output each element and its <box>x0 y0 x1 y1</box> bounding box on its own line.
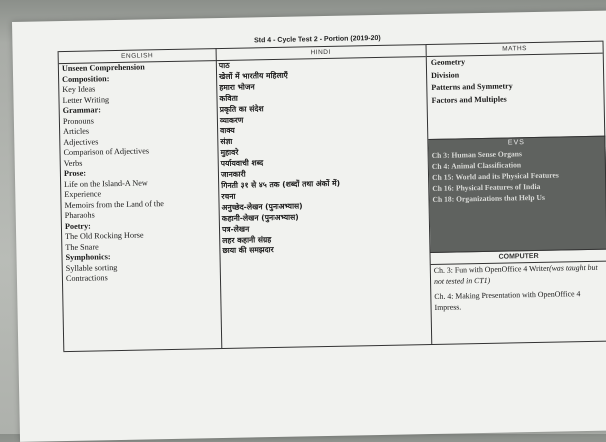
evs-item: Ch 15: World and its Physical Features <box>431 170 559 182</box>
hindi-item: गिनती ३१ से ४५ तक (शब्दों तथा अंकों में) <box>221 178 341 190</box>
hindi-item: व्याकरण <box>219 115 244 125</box>
evs-item: Ch 18: Organizations that Help Us <box>432 192 545 204</box>
portion-table <box>58 41 606 351</box>
maths-header: MATHS <box>426 41 602 57</box>
english-item: Experience <box>64 189 102 200</box>
english-item: Contractions <box>65 273 108 284</box>
english-item: Grammar: <box>62 105 101 116</box>
english-item: Comparison of Adjectives <box>63 146 150 158</box>
english-column <box>58 48 223 351</box>
hindi-item: कहानी-लेखन (पुनःअभ्यास) <box>221 212 299 223</box>
english-item: The Old Rocking Horse <box>65 230 144 242</box>
english-item: Key Ideas <box>62 84 96 95</box>
hindi-column <box>216 44 433 348</box>
hindi-item: अनुच्छेद-लेखन (पुनःअभ्यास) <box>221 201 303 212</box>
english-item: Unseen Comprehension <box>61 62 145 74</box>
english-item: Symphonics: <box>65 252 111 263</box>
maths-item: Factors and Multiples <box>431 94 507 105</box>
english-item: Prose: <box>63 168 87 179</box>
evs-list <box>429 147 606 205</box>
english-item: Composition: <box>62 73 110 84</box>
computer-section <box>430 249 606 345</box>
hindi-item: जानकारी <box>220 169 246 180</box>
english-item: Adjectives <box>63 136 99 147</box>
english-item: Pronouns <box>62 115 94 126</box>
hindi-item: लहर कहानी संग्रह <box>222 234 272 245</box>
hindi-list <box>216 57 430 257</box>
worksheet-paper <box>12 10 606 441</box>
computer-item-1 <box>431 262 606 287</box>
hindi-item: मुहावरे <box>220 147 239 158</box>
english-item: Articles <box>63 126 90 137</box>
evs-item: Ch 4: Animal Classification <box>431 160 522 171</box>
computer-header: COMPUTER <box>431 250 606 265</box>
hindi-header: HINDI <box>216 44 426 61</box>
english-header: ENGLISH <box>59 48 216 64</box>
hindi-item: पाठ <box>218 60 230 71</box>
hindi-item: छाया की समझदार <box>222 245 274 256</box>
english-item: Life on the Island-A New <box>64 177 148 189</box>
hindi-item: कविता <box>219 93 238 103</box>
english-item: Syllable sorting <box>65 262 118 273</box>
evs-header: EVS <box>507 139 525 147</box>
document-title: Std 4 - Cycle Test 2 - Portion (2019-20) <box>253 34 381 45</box>
hindi-item: हमारा भोजन <box>219 82 255 92</box>
maths-item: Geometry <box>430 57 466 67</box>
english-item: Poetry: <box>64 221 91 231</box>
english-list <box>59 61 220 284</box>
computer-item-1-text: Ch. 3: Fun with OpenOffice 4 Writer <box>433 263 550 275</box>
maths-item: Patterns and Symmetry <box>431 81 513 93</box>
maths-list <box>427 54 604 108</box>
maths-item: Division <box>431 70 460 80</box>
english-item: Letter Writing <box>62 94 110 105</box>
hindi-item: रचना <box>221 191 236 201</box>
computer-item-1-note: (was taught but not tested in CT1) <box>433 262 598 286</box>
english-item: Verbs <box>63 158 83 168</box>
hindi-item: खेलों में भारतीय महिलाएँ <box>218 70 288 81</box>
hindi-item: पर्यायवाची शब्द <box>220 158 264 169</box>
english-item: The Snare <box>65 241 99 252</box>
hindi-item: संज्ञा <box>220 137 233 147</box>
english-item: Memoirs from the Land of the <box>64 198 164 210</box>
hindi-item: पत्र-लेखन <box>221 224 250 234</box>
evs-section <box>428 136 606 253</box>
english-item: Pharaohs <box>64 210 95 221</box>
evs-item: Ch 16: Physical Features of India <box>432 181 541 193</box>
computer-item-2: Ch. 4: Making Presentation with OpenOffice 4 Impress. <box>434 289 581 312</box>
hindi-item: प्रकृति का संदेश <box>219 103 264 114</box>
evs-item: Ch 3: Human Sense Organs <box>431 149 523 160</box>
hindi-item: वाक्य <box>220 126 235 136</box>
